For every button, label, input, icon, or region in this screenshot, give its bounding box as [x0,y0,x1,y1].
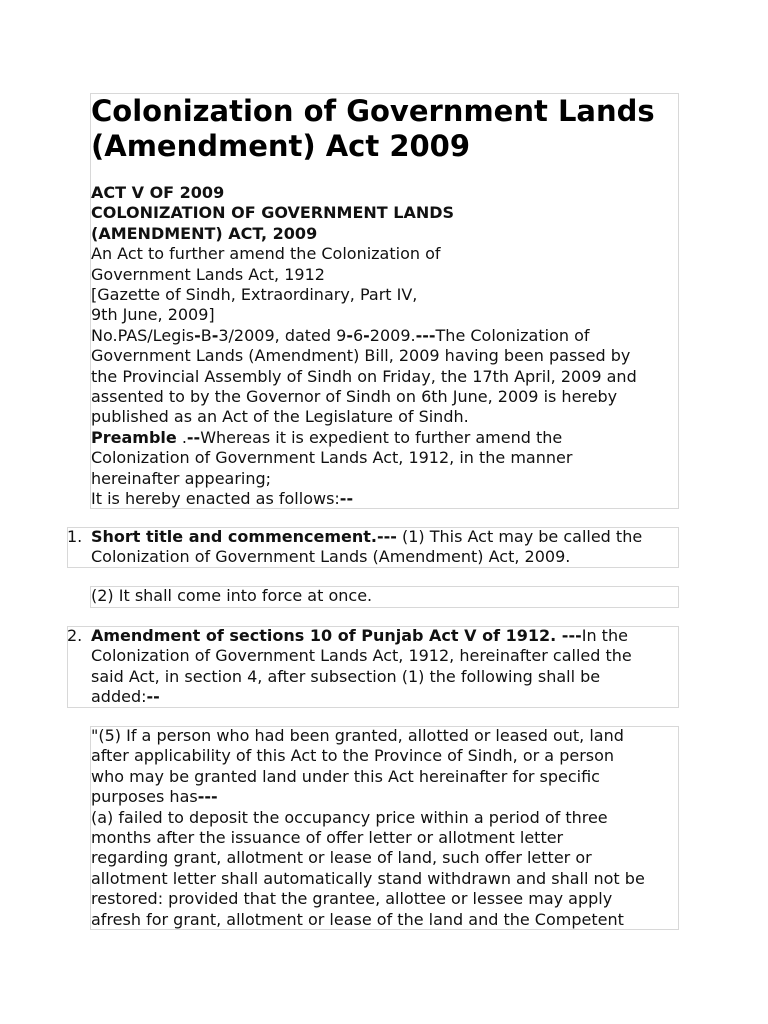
page-title [91,94,691,164]
title-line-1: Colonization of Government Lands [91,94,655,128]
quote-line-1: "(5) If a person who had been granted, allotted or leased out, land [91,726,624,745]
clause-a-line-2: months after the issuance of offer letter or allotment letter [91,828,564,848]
clause-a-line-3: regarding grant, allotment or lease of land, such offer letter or [91,848,592,868]
act-description-2: Government Lands Act, 1912 [91,264,325,284]
quote-purposes-text: purposes has [91,787,198,807]
preamble-line-1 [91,428,681,448]
preamble-line-2: Colonization of Government Lands Act, 1912, in the manner [91,448,573,468]
notification-hyphen: - [194,325,201,345]
notification-line-4: assented to by the Governor of Sindh on 6th June, 2009 is hereby [91,387,618,407]
section-2-number: 2. [67,626,83,645]
notification-line-2: Government Lands (Amendment) Bill, 2009 having been passed by [91,346,631,366]
enactment-dash: -- [339,489,354,509]
clause-a-line-1: (a) failed to deposit the occupancy price within a period of three [91,807,608,827]
preamble-label: Preamble [91,427,177,447]
section-1-body [91,527,681,568]
act-name-heading-1: COLONIZATION OF GOVERNMENT LANDS [91,203,455,223]
notification-text: The Colonization of [435,325,590,345]
section-1-subsection-2: (2) It shall come into force at once. [91,586,373,605]
section-2-dash: --- [561,626,582,645]
notification-line-5: published as an Act of the Legislature of Sindh. [91,407,469,427]
section-2-text: In the [581,626,628,645]
title-line-2: (Amendment) Act 2009 [91,129,471,163]
quote-line-3: who may be granted land under this Act hereinafter for specific [91,766,600,786]
section-1-number: 1. [67,527,83,546]
enactment-clause [91,489,681,509]
preamble-text: Whereas it is expedient to further amend the [200,427,563,447]
act-preamble [91,183,681,510]
notification-hyphen: - [211,325,219,345]
act-name-heading-2: (AMENDMENT) ACT, 2009 [91,223,318,243]
notification-line-3: the Provincial Assembly of Sindh on Friday, the 17th April, 2009 and [91,366,637,386]
notification-ref-part: 3/2009, dated 9 [218,325,347,345]
clause-a-line-4: allotment letter shall automatically stand withdrawn and shall not be [91,868,645,888]
section-1-line-2: Colonization of Government Lands (Amendment) Act, 2009. [91,547,571,567]
notification-ref-part: 2009. [369,325,416,345]
act-description-1: An Act to further amend the Colonization of [91,244,441,264]
section-1-text: (1) This Act may be called the [396,527,643,546]
section-1-dash: --- [376,527,397,546]
section-2-text-end: added: [91,687,147,707]
gazette-reference-2: 9th June, 2009] [91,305,215,325]
section-2-body [91,626,681,708]
gazette-reference-1: [Gazette of Sindh, Extraordinary, Part IV, [91,285,418,305]
section-2-heading: Amendment of sections 10 of Punjab Act V of 1912. [91,626,562,645]
notification-dash: --- [415,325,436,345]
act-number-heading: ACT V OF 2009 [91,183,225,202]
clause-a-line-6: afresh for grant, allotment or lease of the land and the Competent [91,909,624,929]
section-1-heading: Short title and commencement. [91,527,377,546]
notification-ref-part: No.PAS/Legis [91,325,195,345]
inserted-subsection-5 [91,726,681,930]
enactment-text: It is hereby enacted as follows: [91,489,340,509]
notification-hyphen: - [363,325,370,345]
clause-a-line-5: restored: provided that the grantee, allottee or lessee may apply [91,889,613,909]
section-2-line-4 [91,687,681,707]
quote-line-2: after applicability of this Act to the Province of Sindh, or a person [91,746,615,766]
preamble-dash: -- [186,427,201,447]
notification-ref-part: B [200,325,212,345]
quote-line-4 [91,787,681,807]
section-1-line-1 [91,527,681,547]
section-2-end-dash: -- [146,687,160,707]
preamble-separator: . [176,427,187,447]
section-2-line-1 [91,626,681,646]
notification-hyphen: - [346,325,353,345]
section-2-line-3: said Act, in section 4, after subsection (1) the following shall be [91,666,601,686]
quote-dash: --- [197,787,218,807]
notification-ref-part: 6 [352,325,364,345]
section-2-line-2: Colonization of Government Lands Act, 1912, hereinafter called the [91,646,632,666]
preamble-line-3: hereinafter appearing; [91,468,272,488]
notification-line-1 [91,326,681,346]
